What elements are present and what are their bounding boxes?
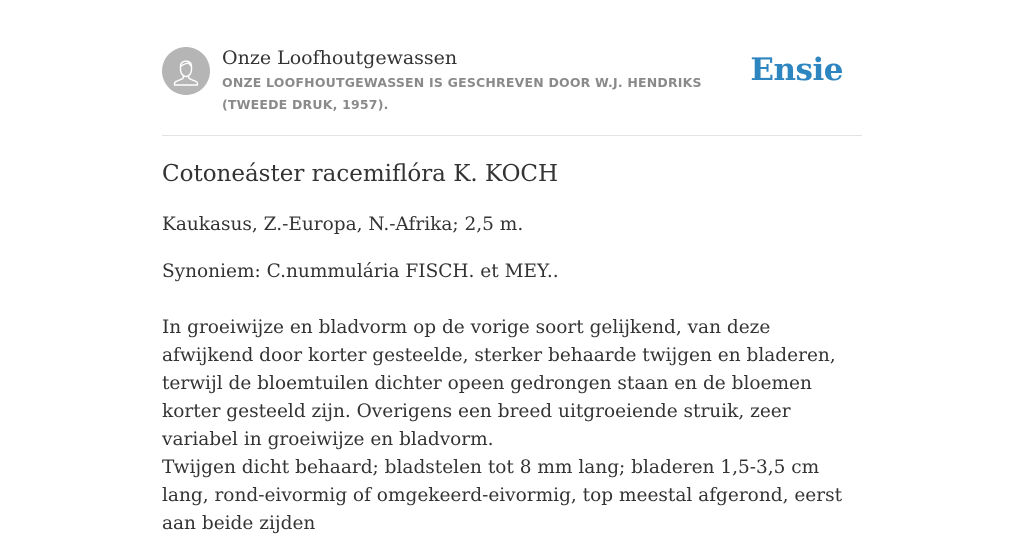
ensie-logo[interactable]: Ensie <box>750 52 843 88</box>
entry-synonyms: Synoniem: C.nummulária FISCH. et MEY.. <box>162 261 559 282</box>
source-header <box>162 0 862 136</box>
source-description: ONZE LOOFHOUTGEWASSEN IS GESCHREVEN DOOR W.J. HENDRIKS (TWEEDE DRUK, 1957). <box>222 75 702 112</box>
source-title[interactable]: Onze Loofhoutgewassen <box>222 47 458 69</box>
page-container <box>162 0 862 534</box>
user-icon <box>162 47 210 95</box>
entry-origin: Kaukasus, Z.-Europa, N.-Afrika; 2,5 m. <box>162 214 524 235</box>
entry-title: Cotoneáster racemiflóra K. KOCH <box>162 161 559 187</box>
entry-paragraph-1: In groeiwijze en bladvorm op de vorige soort gelijkend, van deze afwijkend door korter gesteelde, sterker behaarde twijgen en bladeren, terwijl de bloemtuilen dichter opeen gedrongen staan en de bloemen korter gesteeld zijn. Overigens een breed uitgroeiende struik, zeer variabel in groeiwijze en bladvorm. <box>162 317 836 450</box>
avatar[interactable] <box>162 47 210 95</box>
entry-paragraph-2: Twijgen dicht behaard; bladstelen tot 8 mm lang; bladeren 1,5-3,5 cm lang, rond-eivormig of omgekeerd-eivormig, top meestal afgerond, eerst aan beide zijden <box>162 457 843 534</box>
